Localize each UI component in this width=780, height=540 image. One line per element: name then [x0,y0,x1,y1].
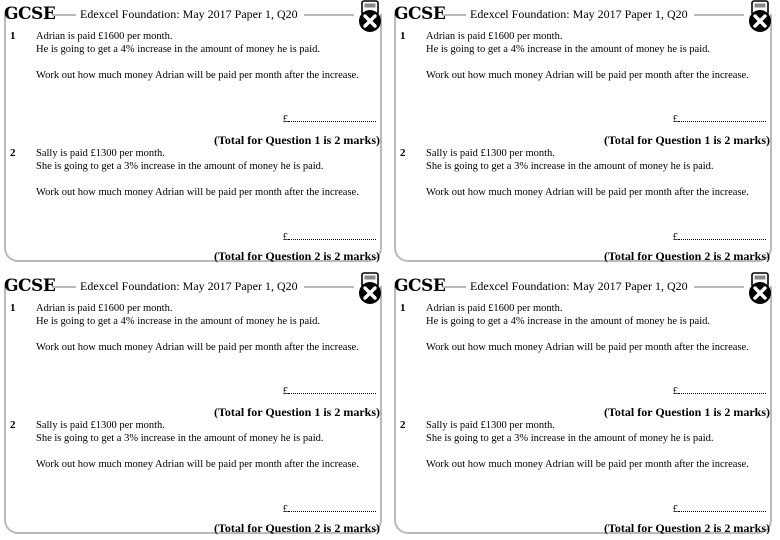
answer-line[interactable] [673,111,766,126]
question-instruction: Work out how much money Adrian will be paid per month after the increase. [426,342,749,353]
pound-sign: £ [672,386,678,397]
question-instruction: Work out how much money Adrian will be paid per month after the increase. [426,459,749,470]
question-instruction: Work out how much money Adrian will be paid per month after the increase. [36,459,359,470]
pound-sign: £ [282,114,288,125]
header-rule [304,14,354,16]
pound-sign: £ [282,504,288,515]
header-rule [52,14,76,16]
pound-sign: £ [282,386,288,397]
question-instruction: Work out how much money Adrian will be paid per month after the increase. [36,70,359,81]
question-text: Adrian is paid £1600 per month. [36,31,173,42]
pound-sign: £ [672,114,678,125]
question-number: 1 [400,30,406,42]
question-total: (Total for Question 1 is 2 marks) [603,133,770,147]
header-rule [442,286,466,288]
question-text: Adrian is paid £1600 per month. [36,303,173,314]
worksheet-card [0,272,386,538]
gcse-logo: GCSE [394,276,446,296]
paper-title: Edexcel Foundation: May 2017 Paper 1, Q20 [80,279,298,293]
question-number: 1 [400,302,406,314]
gcse-logo: GCSE [4,276,56,296]
question-text: Adrian is paid £1600 per month. [426,31,563,42]
question-instruction: Work out how much money Adrian will be paid per month after the increase. [426,187,749,198]
question-text: He is going to get a 4% increase in the amount of money he is paid. [426,316,711,327]
answer-line[interactable] [673,383,766,398]
question-number: 2 [400,147,406,159]
no-calculator-icon [356,0,384,34]
answer-line[interactable] [673,501,766,516]
question-number: 1 [10,302,16,314]
question-text: Sally is paid £1300 per month. [36,420,165,431]
question-number: 2 [10,419,16,431]
pound-sign: £ [672,232,678,243]
question-total: (Total for Question 2 is 2 marks) [213,249,380,263]
question-total: (Total for Question 2 is 2 marks) [603,249,770,263]
paper-title: Edexcel Foundation: May 2017 Paper 1, Q20 [80,7,298,21]
header-rule [694,14,744,16]
question-instruction: Work out how much money Adrian will be paid per month after the increase. [36,187,359,198]
header-rule [52,286,76,288]
question-number: 1 [10,30,16,42]
answer-line[interactable] [283,383,376,398]
question-text: She is going to get a 3% increase in the amount of money he is paid. [36,433,324,444]
answer-line[interactable] [673,229,766,244]
question-text: She is going to get a 3% increase in the amount of money he is paid. [426,433,714,444]
no-calculator-icon [746,0,774,34]
answer-line[interactable] [283,229,376,244]
question-text: He is going to get a 4% increase in the amount of money he is paid. [36,316,321,327]
question-text: He is going to get a 4% increase in the amount of money he is paid. [36,44,321,55]
header-rule [442,14,466,16]
question-total: (Total for Question 1 is 2 marks) [213,133,380,147]
question-text: Sally is paid £1300 per month. [426,148,555,159]
question-number: 2 [400,419,406,431]
question-text: Adrian is paid £1600 per month. [426,303,563,314]
paper-title: Edexcel Foundation: May 2017 Paper 1, Q20 [470,279,688,293]
worksheet-card [390,0,776,266]
no-calculator-icon [356,272,384,306]
question-text: She is going to get a 3% increase in the amount of money he is paid. [426,161,714,172]
paper-title: Edexcel Foundation: May 2017 Paper 1, Q20 [470,7,688,21]
question-total: (Total for Question 1 is 2 marks) [213,405,380,419]
question-number: 2 [10,147,16,159]
no-calculator-icon [746,272,774,306]
question-text: He is going to get a 4% increase in the amount of money he is paid. [426,44,711,55]
answer-line[interactable] [283,501,376,516]
question-total: (Total for Question 2 is 2 marks) [213,521,380,535]
pound-sign: £ [282,232,288,243]
question-total: (Total for Question 1 is 2 marks) [603,405,770,419]
question-text: She is going to get a 3% increase in the amount of money he is paid. [36,161,324,172]
question-text: Sally is paid £1300 per month. [426,420,555,431]
question-instruction: Work out how much money Adrian will be paid per month after the increase. [36,342,359,353]
gcse-logo: GCSE [394,4,446,24]
gcse-logo: GCSE [4,4,56,24]
question-instruction: Work out how much money Adrian will be paid per month after the increase. [426,70,749,81]
header-rule [304,286,354,288]
question-total: (Total for Question 2 is 2 marks) [603,521,770,535]
pound-sign: £ [672,504,678,515]
worksheet-card [390,272,776,538]
worksheet-card [0,0,386,266]
header-rule [694,286,744,288]
answer-line[interactable] [283,111,376,126]
question-text: Sally is paid £1300 per month. [36,148,165,159]
